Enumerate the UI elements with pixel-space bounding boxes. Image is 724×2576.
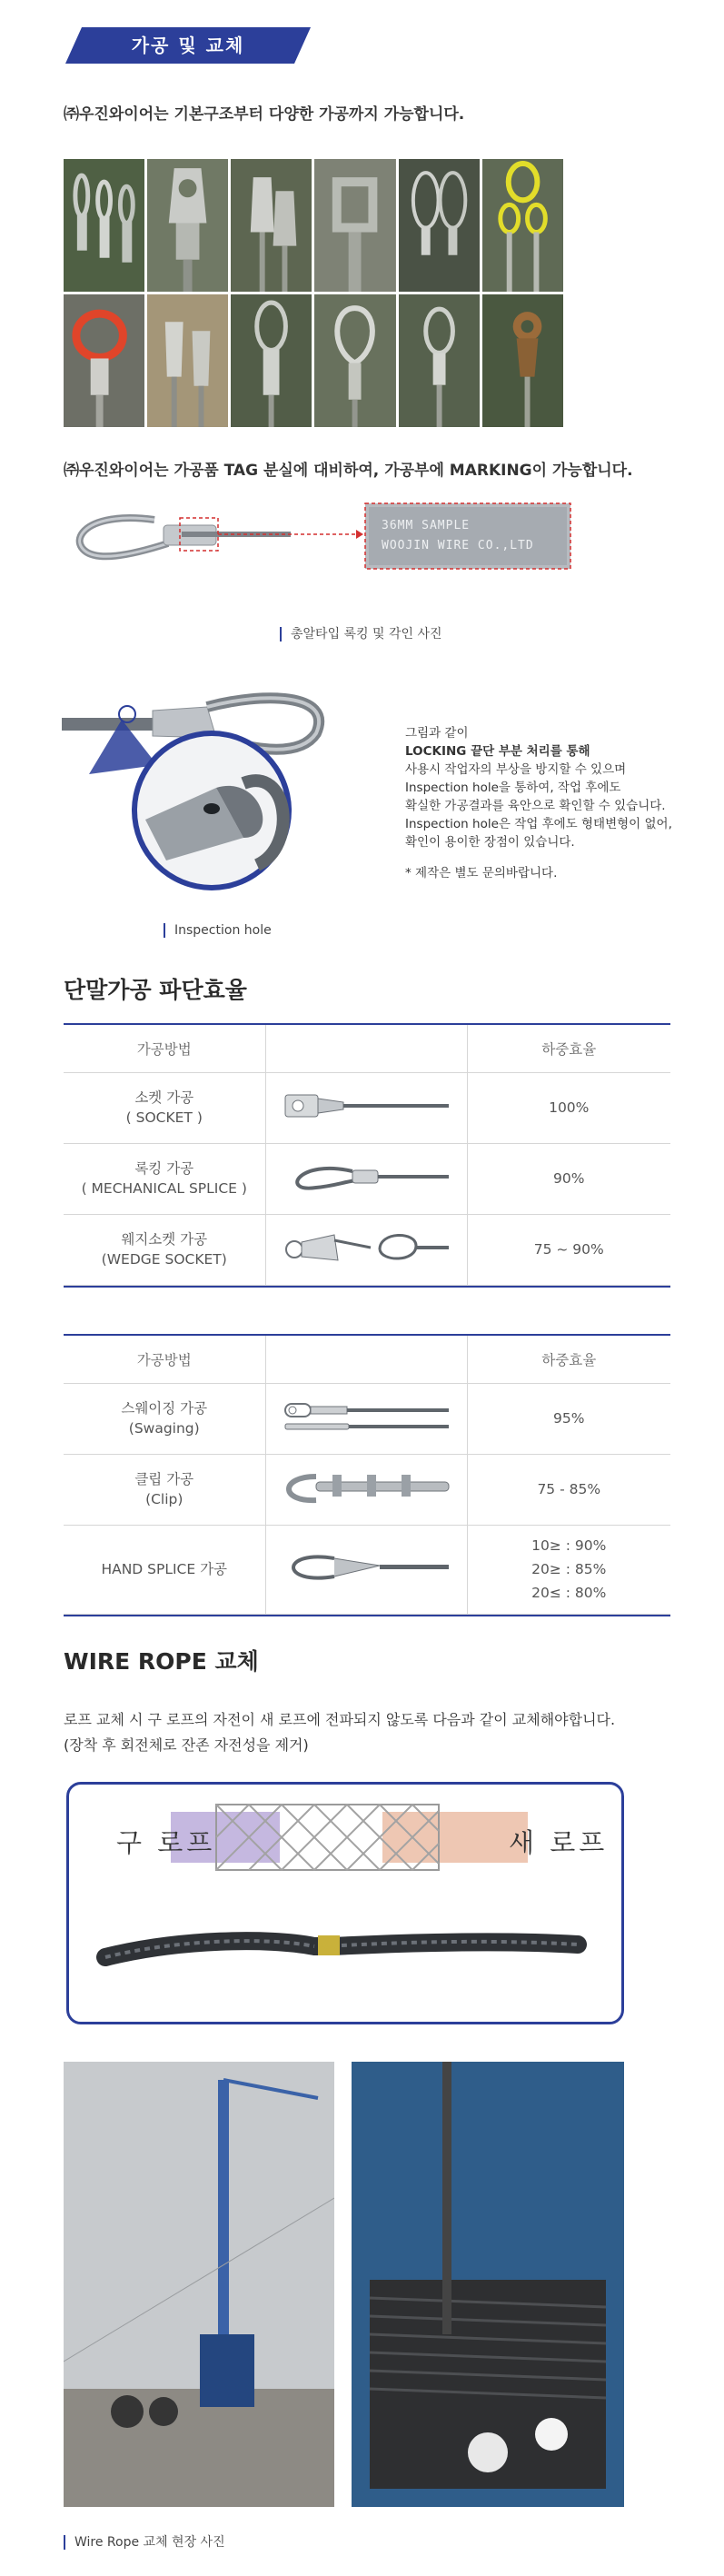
- efficiency-cell: 75 ~ 90%: [467, 1214, 670, 1285]
- caption-inspection-hole: Inspection hole: [164, 923, 272, 938]
- method-image-mechanical-splice: [265, 1143, 467, 1214]
- table-header-row: [64, 1025, 670, 1072]
- method-sub: (Clip): [145, 1491, 183, 1507]
- rope-replacement-diagram: [66, 1782, 624, 2024]
- header-efficiency: 하중효율: [467, 1336, 670, 1383]
- photo-wood-sockets: [147, 294, 228, 427]
- method-image-socket: [265, 1072, 467, 1143]
- method-image-clip: [265, 1454, 467, 1525]
- efficiency-line: 20≤ : 80%: [531, 1585, 607, 1601]
- swaging-icon: [280, 1398, 452, 1435]
- photo-soft-eyes: [399, 159, 480, 292]
- replace-desc-line: (장착 후 회전체로 잔존 자전성을 제거): [64, 1736, 309, 1754]
- table-row: [64, 1143, 670, 1214]
- header-image: [265, 1336, 467, 1383]
- table-row: [64, 1214, 670, 1285]
- caption-marking: 총알타입 록킹 및 각인 사진: [280, 627, 442, 642]
- header-method: 가공방법: [64, 1025, 265, 1072]
- method-name: 웨지소켓 가공: [121, 1231, 208, 1248]
- rope-splice-drawing: [69, 1785, 621, 2022]
- method-name: 클립 가공: [134, 1471, 194, 1487]
- desc-line: 확인이 용이한 장점이 있습니다.: [405, 835, 575, 850]
- locking-sleeve-drawing: [62, 683, 334, 892]
- replace-description: [64, 1707, 615, 1758]
- photo-socket-pair: [231, 159, 312, 292]
- marking-line-2: WOOJIN WIRE CO.,LTD: [382, 539, 534, 552]
- efficiency-line: 20≥ : 85%: [531, 1561, 607, 1577]
- table-row: [64, 1383, 670, 1454]
- method-cell: [64, 1454, 265, 1525]
- banner-title: 가공 및 교체: [131, 35, 245, 56]
- header-method: 가공방법: [64, 1336, 265, 1383]
- method-cell: [64, 1214, 265, 1285]
- method-image-wedge-socket: [265, 1214, 467, 1285]
- efficiency-table-2: [64, 1334, 670, 1616]
- method-image-swaging: [265, 1383, 467, 1454]
- desc-line: 그림과 같이: [405, 726, 469, 741]
- inspection-description: [405, 724, 714, 882]
- method-sub: (Swaging): [128, 1420, 200, 1437]
- marking-illustration: [64, 500, 572, 572]
- method-cell: HAND SPLICE 가공: [64, 1525, 265, 1614]
- table-header-row: [64, 1336, 670, 1383]
- old-rope-label: 구 로프: [116, 1827, 216, 1858]
- efficiency-cell: 95%: [467, 1383, 670, 1454]
- method-name: 스웨이징 가공: [121, 1400, 208, 1417]
- clip-icon: [280, 1467, 452, 1507]
- method-image-hand-splice: [265, 1525, 467, 1614]
- efficiency-cell: 90%: [467, 1143, 670, 1214]
- method-sub: ( MECHANICAL SPLICE ): [81, 1180, 247, 1197]
- method-cell: [64, 1383, 265, 1454]
- section-banner: [65, 27, 311, 64]
- replace-desc-line: 로프 교체 시 구 로프의 자전이 새 로프에 전파되지 않도록 다음과 같이 교체해야합니다.: [64, 1711, 616, 1728]
- marking-line-1: 36MM SAMPLE: [382, 519, 471, 532]
- caption-site-photos: Wire Rope 교체 현장 사진: [64, 2535, 225, 2550]
- photo-ferrule-eye: [399, 294, 480, 427]
- method-cell: [64, 1072, 265, 1143]
- hand-splice-icon: [280, 1549, 452, 1586]
- desc-line: LOCKING 끝단 부분 처리를 통해: [405, 744, 590, 759]
- efficiency-cell: [467, 1525, 670, 1614]
- wedge-socket-icon: [280, 1226, 452, 1269]
- socket-icon: [280, 1088, 452, 1124]
- section-title-efficiency: 단말가공 파단효율: [64, 977, 247, 1003]
- processing-photo-grid: [64, 159, 563, 427]
- efficiency-line: 10≥ : 90%: [531, 1537, 607, 1554]
- new-rope-label: 새 로프: [509, 1827, 609, 1858]
- efficiency-cell: 75 - 85%: [467, 1454, 670, 1525]
- photo-locking-sleeve: [231, 294, 312, 427]
- intro-text-2: ㈜우진와이어는 가공품 TAG 분실에 대비하여, 가공부에 MARKING이 가능합니다.: [64, 462, 633, 480]
- method-name: 록킹 가공: [134, 1160, 194, 1177]
- table-row: [64, 1072, 670, 1143]
- method-name: 소켓 가공: [134, 1089, 194, 1106]
- inspection-hole-illustration: [62, 683, 334, 892]
- desc-line: 사용시 작업자의 부상을 방지할 수 있으며: [405, 762, 627, 777]
- mechanical-splice-icon: [280, 1159, 452, 1195]
- header-image: [265, 1025, 467, 1072]
- intro-text-1: ㈜우진와이어는 기본구조부터 다양한 가공까지 가능합니다.: [64, 105, 465, 124]
- method-sub: (WEDGE SOCKET): [101, 1251, 227, 1268]
- photo-crane-site: [64, 2062, 334, 2507]
- section-title-replace: WIRE ROPE 교체: [64, 1648, 259, 1675]
- desc-line: Inspection hole은 작업 후에도 형태변형이 없어,: [405, 817, 672, 831]
- table-row: [64, 1454, 670, 1525]
- desc-line: Inspection hole을 통하여, 작업 후에도: [405, 781, 621, 795]
- table-row: [64, 1525, 670, 1614]
- photo-rusty-socket: [482, 294, 563, 427]
- photo-thimble-eyes: [64, 159, 144, 292]
- efficiency-cell: 100%: [467, 1072, 670, 1143]
- desc-note: * 제작은 별도 문의바랍니다.: [405, 866, 558, 880]
- photo-wedge-socket: [314, 159, 395, 292]
- crane-site-drawing: [64, 2062, 334, 2507]
- header-efficiency: 하중효율: [467, 1025, 670, 1072]
- drum-winch-drawing: [352, 2062, 624, 2507]
- marking-plate-text: [382, 516, 563, 556]
- photo-drum-winch: [352, 2062, 624, 2507]
- desc-line: 확실한 가공결과를 육안으로 확인할 수 있습니다.: [405, 799, 666, 813]
- photo-thimble-single: [314, 294, 395, 427]
- photo-red-clamp: [64, 294, 144, 427]
- method-cell: [64, 1143, 265, 1214]
- method-sub: ( SOCKET ): [125, 1109, 203, 1126]
- photo-yellow-master-link: [482, 159, 563, 292]
- photo-socket-large: [147, 159, 228, 292]
- efficiency-table-1: [64, 1023, 670, 1288]
